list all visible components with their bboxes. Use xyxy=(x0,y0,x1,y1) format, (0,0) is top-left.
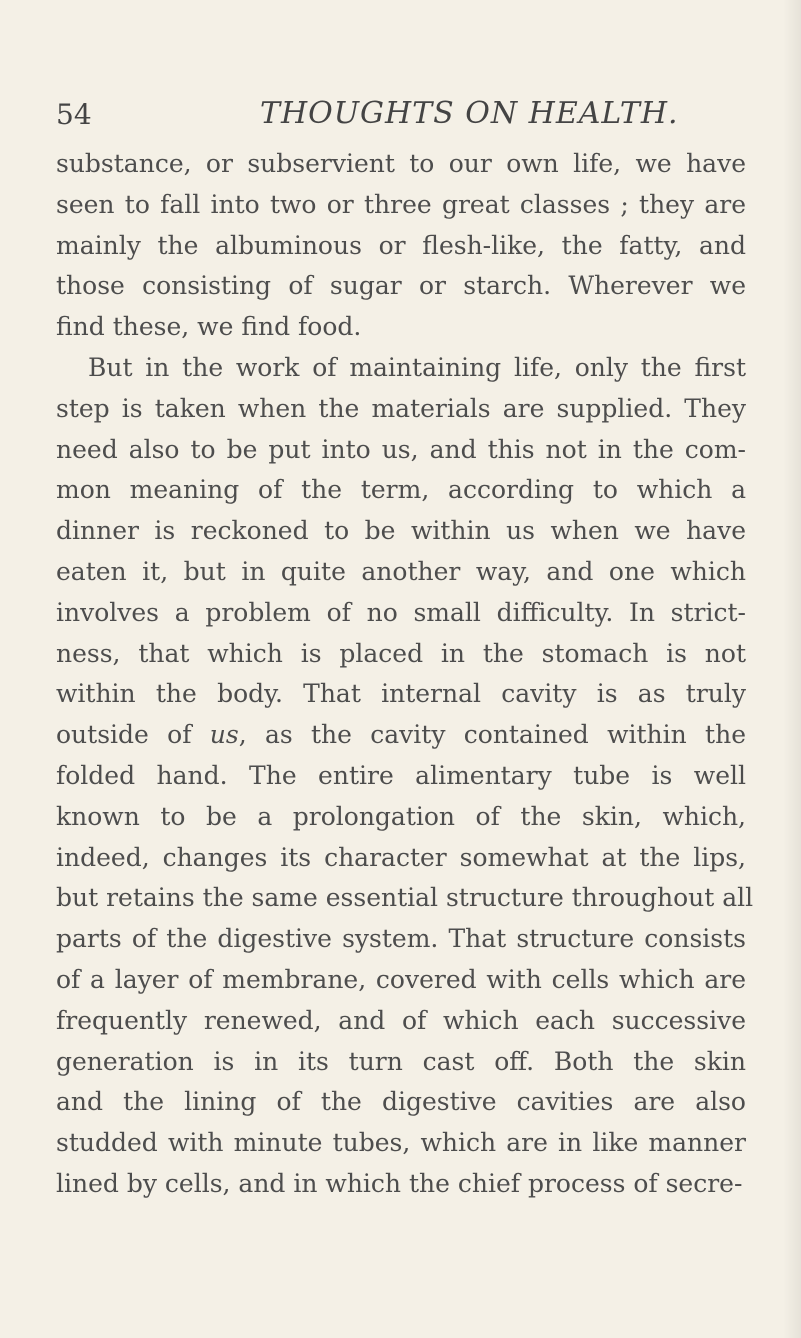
text-line: indeed, changes its character somewhat at the lips, xyxy=(56,842,746,872)
text-line: outside of us, as the cavity contained within the xyxy=(56,720,746,750)
text-line: seen to fall into two or three great classes ; they are xyxy=(56,189,746,219)
text-line: substance, or subservient to our own life, we have xyxy=(56,149,746,178)
emphasis-us: us xyxy=(209,720,239,750)
text-line: ness, that which is placed in the stomach is not xyxy=(56,638,746,668)
running-head: THOUGHTS ON HEALTH. xyxy=(260,96,679,131)
text-line: studded with minute tubes, which are in like manner xyxy=(56,1128,746,1158)
text-line: generation is in its turn cast off. Both the skin xyxy=(56,1046,746,1076)
text-line: find these, we find food. xyxy=(56,312,362,342)
text-line: mon meaning of the term, according to which a xyxy=(56,475,746,505)
text-line: dinner is reckoned to be within us when we have xyxy=(56,516,746,546)
text-line: those consisting of sugar or starch. Wherever we xyxy=(56,271,746,301)
text-line: known to be a prolongation of the skin, which, xyxy=(56,801,746,831)
text-line: parts of the digestive system. That structure consists xyxy=(56,924,746,954)
page-number: 54 xyxy=(56,98,92,131)
page-edge-shadow xyxy=(783,0,801,1338)
text-line: eaten it, but in quite another way, and one which xyxy=(56,556,746,586)
text-line: mainly the albuminous or flesh-like, the fatty, and xyxy=(56,230,746,260)
text-line: of a layer of membrane, covered with cells which are xyxy=(56,964,746,994)
text-line: But in the work of maintaining life, only the first xyxy=(88,352,746,382)
text-line: lined by cells, and in which the chief process of secre- xyxy=(56,1168,743,1198)
text-line: involves a problem of no small difficulty. In strict- xyxy=(56,597,746,627)
text-line: folded hand. The entire alimentary tube is well xyxy=(56,760,746,790)
text-line: but retains the same essential structure throughout all xyxy=(56,883,754,913)
text-line: step is taken when the materials are supplied. They xyxy=(56,393,746,423)
text-line: and the lining of the digestive cavities are also xyxy=(56,1087,746,1117)
body-text xyxy=(56,144,754,1205)
text-line: within the body. That internal cavity is as truly xyxy=(56,679,746,709)
text-line: need also to be put into us, and this not in the com- xyxy=(56,434,746,464)
text-line: frequently renewed, and of which each successive xyxy=(56,1005,746,1035)
